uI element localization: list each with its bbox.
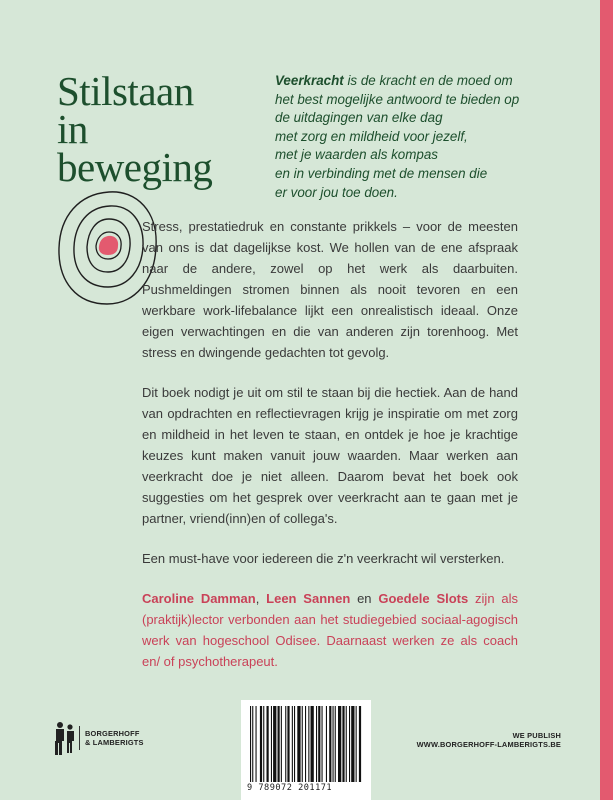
barcode-bar [342, 706, 344, 782]
barcode-bar [263, 706, 264, 782]
definition-line: de uitdagingen van elke dag [275, 110, 443, 126]
blurb-paragraph: Een must-have voor iedereen die z'n veerkracht wil versterken. [142, 551, 505, 566]
author-bio-text: zijn als (praktijk)lector verbonden aan het studiegebied sociaal-agogisch werk van hogeschool Odisee. Daarnaast werken ze als coach en/ of psychotherapeut. [142, 591, 518, 669]
definition-line: is de kracht en de moed om [343, 73, 513, 88]
barcode-bar [281, 706, 282, 782]
isbn-barcode [241, 700, 371, 800]
author-name: Goedele Slots [378, 591, 469, 606]
barcode-bars [250, 706, 362, 782]
author-name: Leen Sannen [266, 591, 351, 606]
barcode-bar [278, 706, 280, 782]
barcode-bar [351, 706, 354, 782]
veerkracht-definition [275, 72, 575, 202]
barcode-bar [356, 706, 357, 782]
barcode-bar [308, 706, 309, 782]
barcode-bar [297, 706, 300, 782]
author-bio [142, 588, 518, 672]
barcode-bar [287, 706, 289, 782]
barcode-bar [271, 706, 272, 782]
barcode-bar [285, 706, 286, 782]
definition-line: en in verbinding met de mensen die [275, 165, 488, 181]
publisher-name [85, 729, 144, 747]
definition-line: met zorg en mildheid voor jezelf, [275, 128, 468, 144]
definition-line: met je waarden als kompas [275, 147, 438, 163]
barcode-bar [292, 706, 293, 782]
website-tagline: WE PUBLISH [512, 731, 561, 740]
publisher-logo [52, 719, 182, 759]
author-separator: en [350, 591, 379, 606]
barcode-bar [349, 706, 350, 782]
definition-line: het best mogelijke antwoord te bieden op [275, 91, 520, 107]
title-line: Stilstaan [57, 68, 194, 114]
publisher-divider [79, 726, 80, 750]
barcode-bar [250, 706, 251, 782]
barcode-bar [346, 706, 347, 782]
barcode-bar [256, 706, 257, 782]
barcode-bar [305, 706, 306, 782]
author-name: Caroline Damman [142, 591, 256, 606]
publisher-name-line: BORGERHOFF [85, 729, 140, 738]
author-separator: , [255, 591, 267, 606]
barcode-bar [252, 706, 253, 782]
barcode-bar [359, 706, 361, 782]
barcode-bar [333, 706, 334, 782]
barcode-bar [311, 706, 314, 782]
barcode-bar [316, 706, 317, 782]
title-line: beweging [57, 144, 213, 190]
website-url[interactable]: WWW.BORGERHOFF-LAMBERIGTS.BE [416, 740, 561, 749]
definition-lead-word: Veerkracht [275, 73, 344, 88]
spine-accent-stripe [600, 0, 613, 800]
barcode-bar [329, 706, 331, 782]
two-figures-icon [52, 719, 78, 757]
barcode-bar [260, 706, 262, 782]
barcode-bar [322, 706, 323, 782]
title-line: in [57, 106, 88, 152]
isbn-number: 9 789072 201171 [247, 783, 333, 793]
publisher-name-line: & LAMBERIGTS [85, 738, 144, 747]
book-title [57, 68, 213, 190]
barcode-bar [338, 706, 341, 782]
blurb-paragraph: Stress, prestatiedruk en constante prikkels – voor de meesten van ons is dat dagelijkse kost. We hollen van de ene afspraak naar de andere, zowel op het werk als daarbuiten. Pushmeldingen stromen binnen als nooit tevoren en een werkbare work-lifebalance lijkt een onrealistisch ideaal. Onze eigen verwachtingen en die van anderen zijn torenhoog. Met stress en dwingende gedachten tot gevolg. [142, 219, 518, 360]
barcode-bar [273, 706, 276, 782]
definition-line: er voor jou toe doen. [275, 184, 398, 200]
blurb-paragraph: Dit boek nodigt je uit om stil te staan bij die hectiek. Aan de hand van opdrachten en reflectievragen krijg je inspiratie om met zorg en mildheid in het leven te staan, en ontdek je hoe je krachtige keuzes kunt maken vanuit jouw waarden. Maar werken aan veerkracht doe je niet alleen. Daarom bevat het boek ook suggesties om het gesprek over veerkracht aan te gaan met je partner, vriend(inn)en of collega's. [142, 385, 518, 526]
publisher-website[interactable] [417, 731, 561, 749]
back-cover-blurb [142, 216, 518, 691]
barcode-bar [267, 706, 269, 782]
barcode-bar [294, 706, 295, 782]
barcode-bar [326, 706, 327, 782]
barcode-bar [318, 706, 320, 782]
barcode-bar [335, 706, 336, 782]
barcode-bar [302, 706, 303, 782]
